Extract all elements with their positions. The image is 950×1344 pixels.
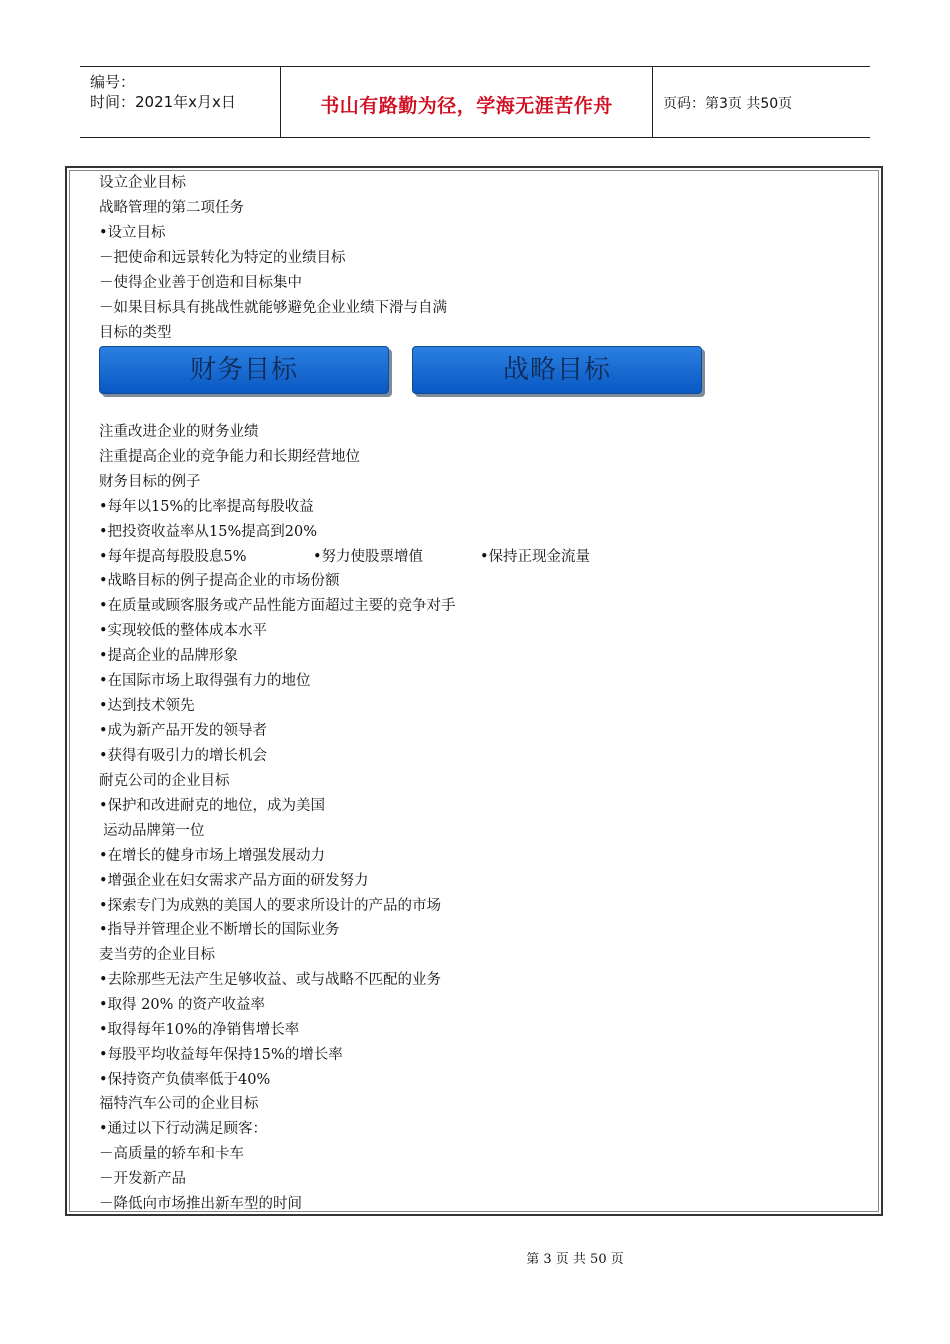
text-line: •战略目标的例子提高企业的市场份额 — [99, 573, 340, 589]
motto: 书山有路勤为径，学海无涯苦作舟 — [320, 95, 613, 117]
header-page-info: 页码：第3页 共50页 — [663, 96, 793, 112]
text-line: •努力使股票增值 — [313, 549, 424, 565]
text-line: •每年以15%的比率提高每股收益 — [99, 499, 314, 515]
text-line: －降低向市场推出新车型的时间 — [99, 1196, 302, 1212]
text-line: －如果目标具有挑战性就能够避免企业业绩下滑与自满 — [99, 300, 447, 316]
text-line: •每年提高每股股息5% — [99, 549, 247, 565]
text-line: •保护和改进耐克的地位，成为美国 — [99, 798, 326, 814]
text-line: •实现较低的整体成本水平 — [99, 623, 268, 639]
text-line: －把使命和远景转化为特定的业绩目标 — [99, 250, 346, 266]
financial-objective-box: 财务目标 — [99, 346, 389, 394]
text-line: •取得 20% 的资产收益率 — [99, 997, 265, 1013]
text-line: •在质量或顾客服务或产品性能方面超过主要的竞争对手 — [99, 598, 456, 614]
text-line: •指导并管理企业不断增长的国际业务 — [99, 922, 340, 938]
text-line: •把投资收益率从15%提高到20% — [99, 524, 318, 540]
text-line: 耐克公司的企业目标 — [99, 773, 230, 789]
text-line: 注重改进企业的财务业绩 — [99, 424, 259, 440]
text-line: －使得企业善于创造和目标集中 — [99, 275, 302, 291]
header-left-cell — [80, 67, 281, 137]
text-line: •去除那些无法产生足够收益、或与战略不匹配的业务 — [99, 972, 442, 988]
text-line: •达到技术领先 — [99, 698, 195, 714]
text-line: 注重提高企业的竞争能力和长期经营地位 — [99, 449, 360, 465]
text-line: －高质量的轿车和卡车 — [99, 1146, 244, 1162]
text-line: 麦当劳的企业目标 — [99, 947, 215, 963]
text-line: •成为新产品开发的领导者 — [99, 723, 268, 739]
text-line: •提高企业的品牌形象 — [99, 648, 239, 664]
text-line: •在增长的健身市场上增强发展动力 — [99, 848, 326, 864]
text-line: 运动品牌第一位 — [103, 823, 205, 839]
text-line: •保持正现金流量 — [480, 549, 591, 565]
text-line: －开发新产品 — [99, 1171, 186, 1187]
text-line: •在国际市场上取得强有力的地位 — [99, 673, 311, 689]
text-line: •获得有吸引力的增长机会 — [99, 748, 268, 764]
page-header — [80, 66, 870, 138]
footer-page-number: 第 3 页 共 50 页 — [526, 1252, 624, 1267]
text-line: •通过以下行动满足顾客： — [99, 1121, 268, 1137]
text-line: •增强企业在妇女需求产品方面的研发努力 — [99, 873, 369, 889]
text-line: •探索专门为成熟的美国人的要求所设计的产品的市场 — [99, 898, 442, 914]
date-line: 时间：2021年x月x日 — [90, 93, 236, 111]
text-line: •设立目标 — [99, 225, 166, 241]
text-line: 福特汽车公司的企业目标 — [99, 1096, 259, 1112]
text-line: 目标的类型 — [99, 325, 172, 341]
text-line: •每股平均收益每年保持15%的增长率 — [99, 1047, 343, 1063]
code-label: 编号： — [90, 73, 136, 91]
header-right-cell — [653, 67, 870, 137]
text-line: 设立企业目标 — [99, 175, 186, 191]
text-line: •取得每年10%的净销售增长率 — [99, 1022, 300, 1038]
text-line: •保持资产负债率低于40% — [99, 1072, 271, 1088]
page-footer — [0, 1248, 950, 1267]
header-middle-cell — [281, 67, 653, 137]
text-line: 财务目标的例子 — [99, 474, 201, 490]
text-line: 战略管理的第二项任务 — [99, 200, 244, 216]
strategic-objective-box: 战略目标 — [412, 346, 702, 394]
